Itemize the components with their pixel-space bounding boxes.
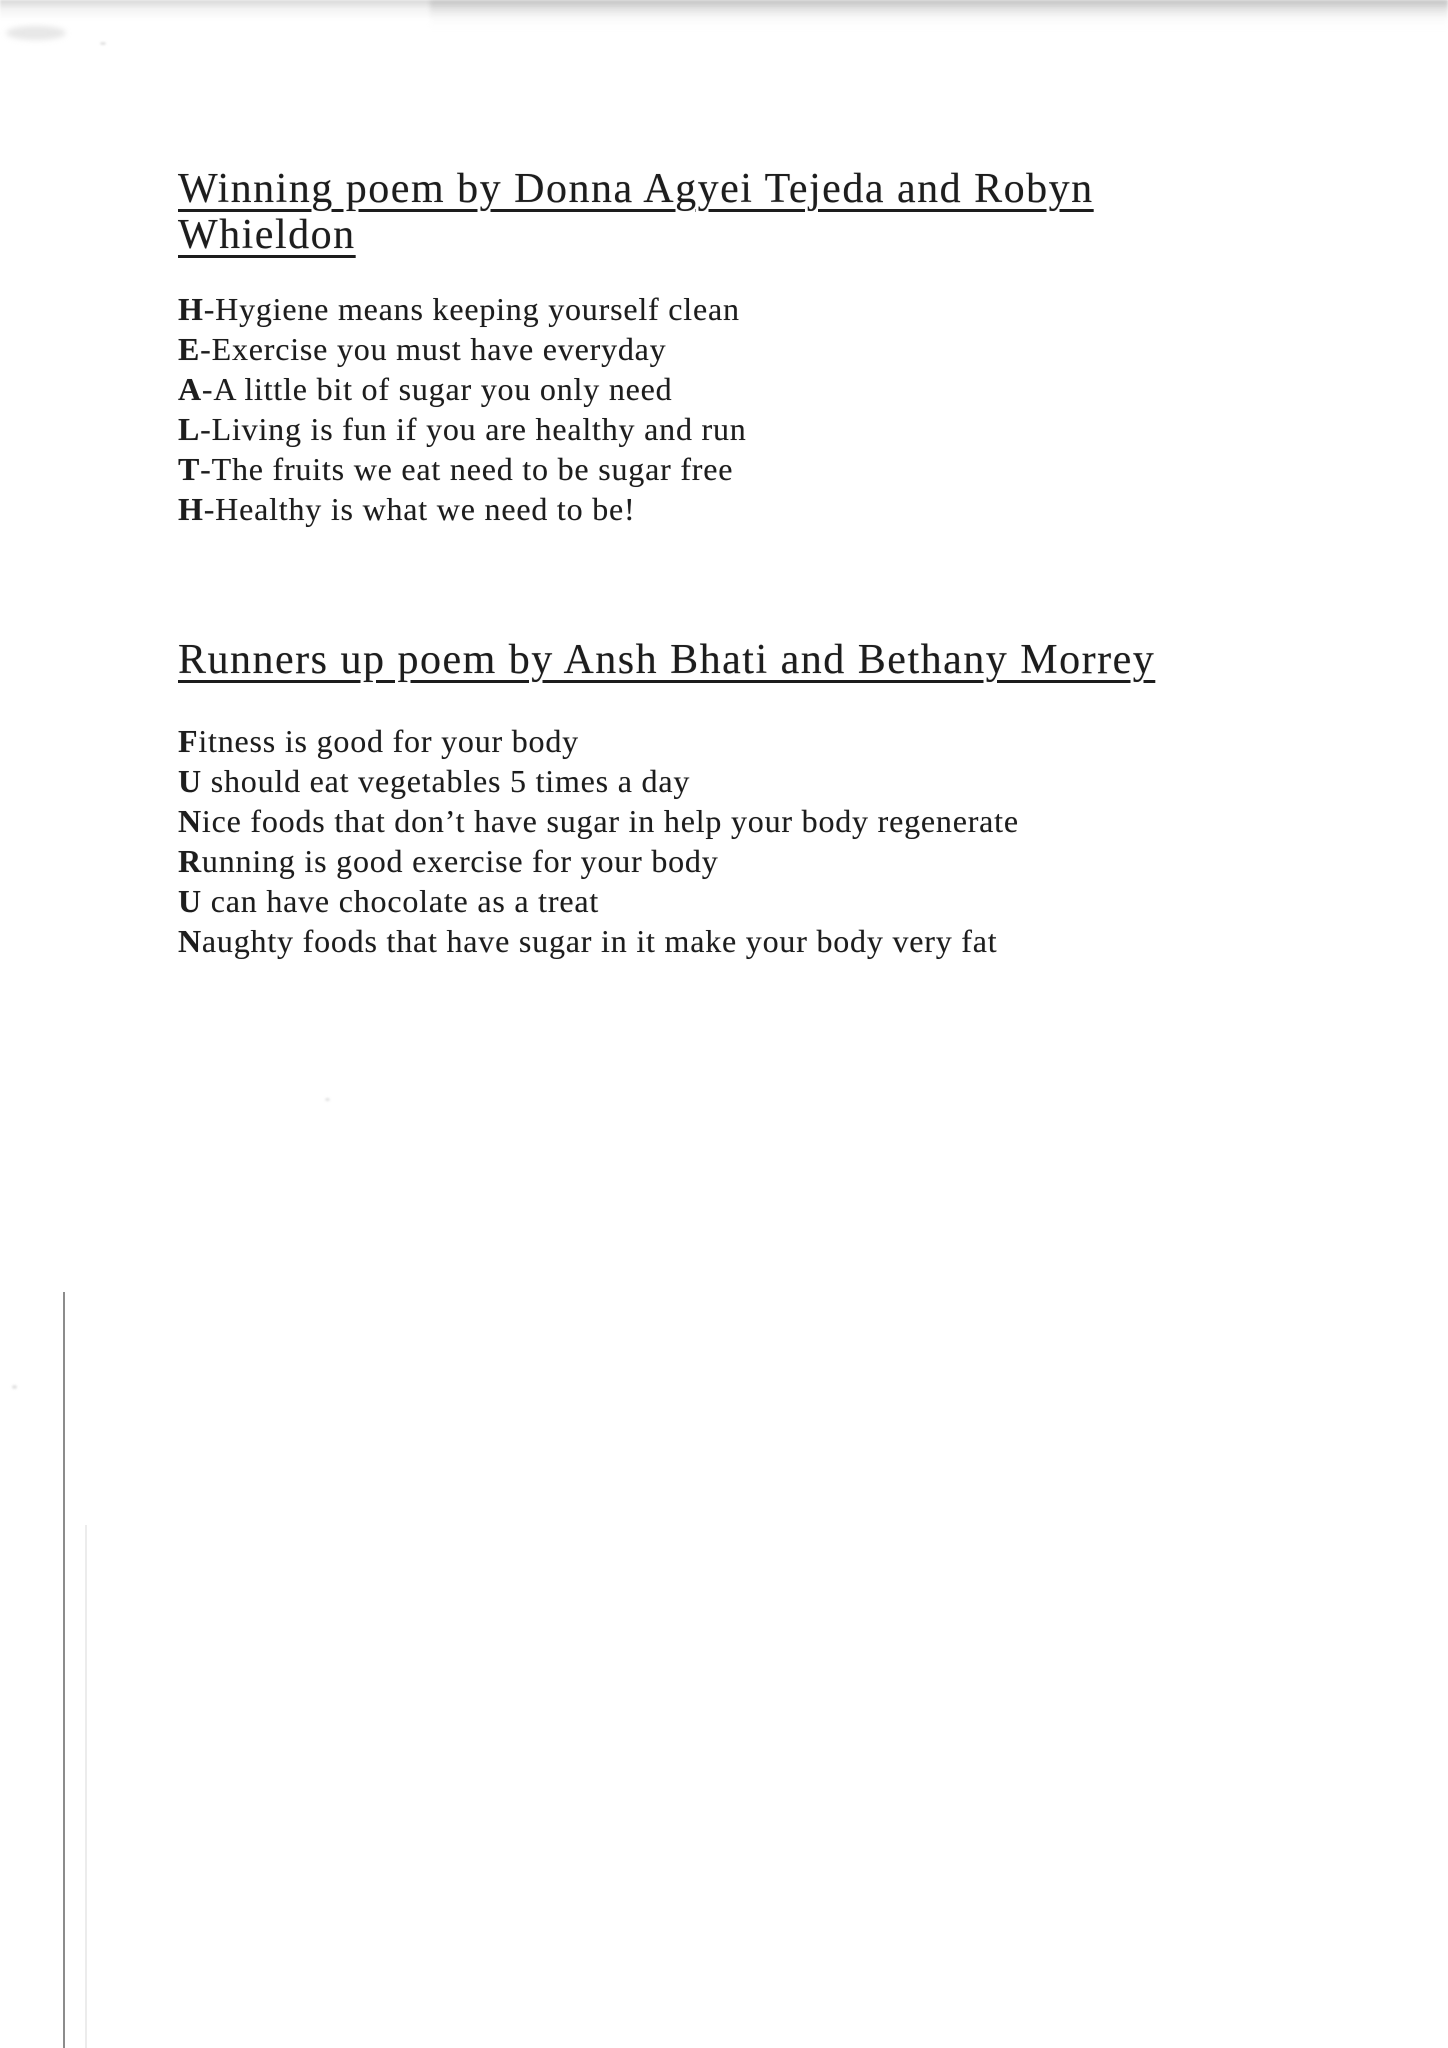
poem-line bbox=[178, 761, 1198, 801]
acrostic-letter: U bbox=[178, 883, 202, 919]
poem-line bbox=[178, 289, 1198, 329]
poem-line-text: -Hygiene means keeping yourself clean bbox=[203, 291, 740, 327]
acrostic-letter: H bbox=[178, 291, 204, 327]
poem-line bbox=[178, 721, 1198, 761]
winning-poem-heading: Winning poem by Donna Agyei Tejeda and Robyn Whieldon bbox=[178, 166, 1094, 258]
poem-line-text: ice foods that don’t have sugar in help your body regenerate bbox=[201, 803, 1019, 839]
acrostic-letter: F bbox=[178, 723, 199, 759]
poem-line bbox=[178, 881, 1198, 921]
acrostic-letter: T bbox=[178, 451, 201, 487]
poem-line-text: can have chocolate as a treat bbox=[201, 883, 600, 919]
poem-line-text: -Healthy is what we need to be! bbox=[203, 491, 636, 527]
poem-line-text: aughty foods that have sugar in it make your body very fat bbox=[201, 923, 998, 959]
acrostic-letter: U bbox=[178, 763, 202, 799]
scan-speck bbox=[325, 1098, 330, 1101]
scan-fold-line bbox=[63, 1292, 65, 2048]
poem-line-text: should eat vegetables 5 times a day bbox=[201, 763, 691, 799]
acrostic-letter: A bbox=[178, 371, 202, 407]
poem-line-text: -A little bit of sugar you only need bbox=[201, 371, 673, 407]
acrostic-letter: E bbox=[178, 331, 201, 367]
scan-speck bbox=[12, 1385, 17, 1389]
poem-line-text: -Living is fun if you are healthy and run bbox=[200, 411, 747, 447]
poem-line-text: -Exercise you must have everyday bbox=[200, 331, 667, 367]
poem-line bbox=[178, 409, 1198, 449]
document-content bbox=[178, 0, 1198, 961]
poem-line-text: -The fruits we eat need to be sugar free bbox=[200, 451, 734, 487]
poem-line bbox=[178, 801, 1198, 841]
poem-line-text: itness is good for your body bbox=[198, 723, 579, 759]
acrostic-letter: L bbox=[178, 411, 201, 447]
poem-line bbox=[178, 489, 1198, 529]
scan-fold-line-faint bbox=[85, 1525, 87, 2048]
acrostic-letter: N bbox=[178, 923, 202, 959]
acrostic-letter: N bbox=[178, 803, 202, 839]
poem-line bbox=[178, 841, 1198, 881]
poem-line bbox=[178, 449, 1198, 489]
scan-speck bbox=[100, 42, 106, 45]
runners-up-poem bbox=[178, 721, 1198, 961]
poem-line-text: unning is good exercise for your body bbox=[201, 843, 719, 879]
acrostic-letter: H bbox=[178, 491, 204, 527]
scan-smudge bbox=[6, 26, 66, 40]
poem-line bbox=[178, 369, 1198, 409]
winning-poem bbox=[178, 289, 1198, 529]
runners-up-poem-heading: Runners up poem by Ansh Bhati and Bethany Morrey bbox=[178, 637, 1156, 683]
poem-line bbox=[178, 921, 1198, 961]
poem-line bbox=[178, 329, 1198, 369]
acrostic-letter: R bbox=[178, 843, 202, 879]
